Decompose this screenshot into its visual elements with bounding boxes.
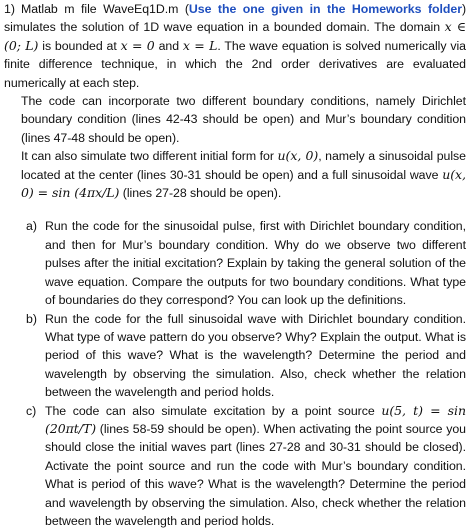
intro-text-3: is bounded at bbox=[38, 38, 121, 53]
question-list bbox=[21, 217, 466, 530]
question-label-b: b) bbox=[26, 311, 37, 326]
question-item-c bbox=[21, 402, 466, 530]
full-sine-math: u(x, 0) = sin (4πx/L) bbox=[21, 166, 466, 201]
question-label-c: c) bbox=[26, 403, 37, 418]
boundary-x0-math: x = 0 bbox=[120, 37, 155, 53]
intro-text-4: . The wave equation is solved numerically via finite difference technique, in which the 2nd order derivatives are evaluated numerically at each step. bbox=[4, 38, 466, 90]
question-label-a: a) bbox=[26, 219, 37, 234]
problem-intro bbox=[4, 0, 466, 92]
point-source-math: u(5, t) = sin (20πt/T) bbox=[45, 402, 466, 436]
section-spacer bbox=[4, 202, 466, 217]
question-text-c-2: (lines 58-59 should be open). When activating the point source you should close the initial waves part (lines 27-28 and 30-31 should be closed). Activate the point source and run the code with Mur’s boundary condition. What is period of this wave? What is the wavelength? Determine the period and wavelength by observing the simulation. Also, check whether the relation between the wavelength and period holds. bbox=[45, 421, 466, 528]
boundary-conditions-paragraph: The code can incorporate two different boundary conditions, namely Dirichlet boundary condition (lines 42-43 should be open) and Mur’s boundary condition (lines 47-48 should be open). bbox=[21, 94, 466, 145]
question-item-b bbox=[21, 310, 466, 402]
intro-text-2: ) simulates the solution of 1D wave equation in a bounded domain. The domain bbox=[4, 2, 467, 35]
homework-folder-highlight: Use the one given in the Homeworks folder bbox=[188, 2, 462, 16]
question-item-a bbox=[21, 217, 466, 309]
question-text-c-1: The code can also simulate excitation by a point source bbox=[45, 403, 382, 418]
boundary-xL-math: x = L bbox=[182, 37, 218, 53]
domain-math: x ∈ (0; L) bbox=[4, 19, 466, 53]
para3-text-2: , namely a sinusoidal pulse located at the center (lines 30-31 should be open) and a full sinusoidal wave bbox=[21, 149, 466, 182]
initial-form-math: u(x, 0) bbox=[277, 148, 319, 164]
intro-and: and bbox=[154, 38, 183, 53]
question-text-b: Run the code for the full sinusoidal wave with Dirichlet boundary condition. What type of wave pattern do you observe? Why? Explain the output. What is period of this wave? What is the wavelength? Determine the period and wavelength by observing the simulation. Also, check whether the relation between the wavelength and period holds. bbox=[45, 311, 466, 400]
problem-number: 1) bbox=[4, 2, 15, 16]
question-text-a: Run the code for the sinusoidal pulse, first with Dirichlet boundary condition, and then for Mur’s boundary condition. Why do we observe two different pulses after the initial excitation? Explain by taking the general solution of the wave equation. Compare the outputs for two boundary conditions. What type of boundaries do they correspond? You can look up the definitions. bbox=[45, 219, 466, 308]
para3-text-1: It can also simulate two different initial form for bbox=[21, 149, 278, 164]
para3-text-3: (lines 27-28 should be open). bbox=[119, 186, 282, 201]
initial-forms-paragraph bbox=[21, 147, 466, 202]
intro-text-1: Matlab m file WaveEq1D.m ( bbox=[21, 2, 189, 16]
